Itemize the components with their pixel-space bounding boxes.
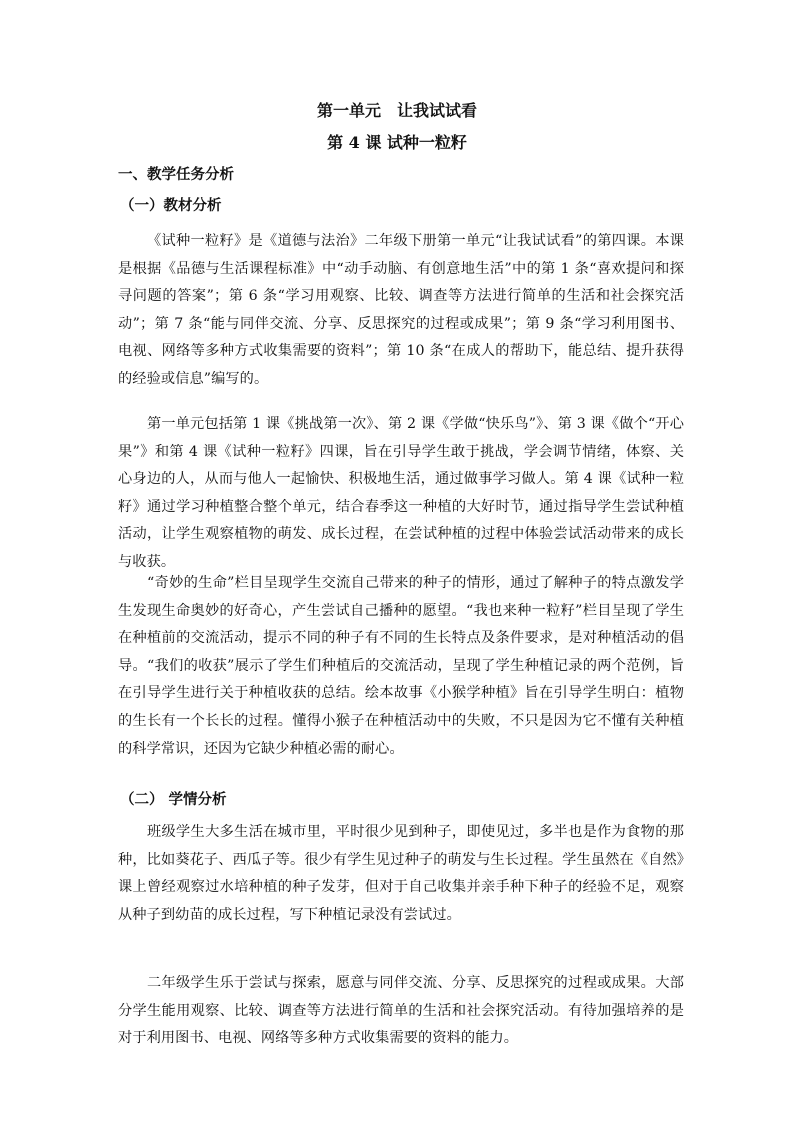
paragraph-textbook-1: 《试种一粒籽》是《道德与法治》二年级下册第一单元“让我试试看”的第四课。本课是根据《品德与生活课程标准》中“动手动脑、有创意地生活”中的第 1 条“喜欢提问和探寻问题的答案”；第 6 条“学习用观察、比较、调查等方法进行简单的生活和社会探究活动”；第 7 条“能与同伴交流、分享、反思探究的过程或成果”；第 9 条“学习利用图书、电视、网络等多种方式收集需要的资料”；第 10 条“在成人的帮助下，能总结、提升获得的经验或信息”编写的。 <box>118 233 684 387</box>
lesson-title: 第 4 课 试种一粒籽 <box>327 133 467 152</box>
paragraph-textbook-2: 第一单元包括第 1 课《挑战第一次》、第 2 课《学做“快乐鸟”》、第 3 课《做个“开心果”》和第 4 课《试种一粒籽》四课，旨在引导学生敢于挑战，学会调节情绪，体察、关心身边的人，从而与他人一起愉快、积极地生活，通过做事学习做人。第 4 课《试种一粒籽》通过学习种植整合整个单元，结合春季这一种植的大好时节，通过指导学生尝试种植活动，让学生观察植物的萌发、成长过程，在尝试种植的过程中体验尝试活动带来的成长与收获。 <box>118 416 684 570</box>
paragraph-textbook-3: “奇妙的生命”栏目呈现学生交流自己带来的种子的情形，通过了解种子的特点激发学生发现生命奥妙的好奇心，产生尝试自己播种的愿望。“我也来种一粒籽”栏目呈现了学生在种植前的交流活动，提示不同的种子有不同的生长特点及条件要求，是对种植活动的倡导。“我们的收获”展示了学生们种植后的交流活动，呈现了学生种植记录的两个范例，旨在引导学生进行关于种植收获的总结。绘本故事《小猴学种植》旨在引导学生明白：植物的生长有一个长长的过程。懂得小猴子在种植活动中的失败，不只是因为它不懂有关种植的科学常识，还因为它缺少种植必需的耐心。 <box>118 575 684 757</box>
unit-title: 第一单元 让我试试看 <box>316 101 477 120</box>
paragraph-student-2: 二年级学生乐于尝试与探索，愿意与同伴交流、分享、反思探究的过程或成果。大部分学生能用观察、比较、调查等方法进行简单的生活和社会探究活动。有待加强培养的是对于利用图书、电视、网络等多种方式收集需要的资料的能力。 <box>118 975 684 1047</box>
paragraph-student-1: 班级学生大多生活在城市里，平时很少见到种子，即使见过，多半也是作为食物的那种，比如葵花子、西瓜子等。很少有学生见过种子的萌发与生长过程。学生虽然在《自然》课上曾经观察过水培种植的种子发芽，但对于自己收集并亲手种下种子的经验不足，观察从种子到幼苗的成长过程，写下种植记录没有尝试过。 <box>118 824 684 923</box>
subsection-heading-textbook-analysis: （一）教材分析 <box>120 197 222 214</box>
subsection-heading-student-analysis: （二） 学情分析 <box>120 791 227 808</box>
section-heading-teaching-task-analysis: 一、教学任务分析 <box>118 166 234 183</box>
